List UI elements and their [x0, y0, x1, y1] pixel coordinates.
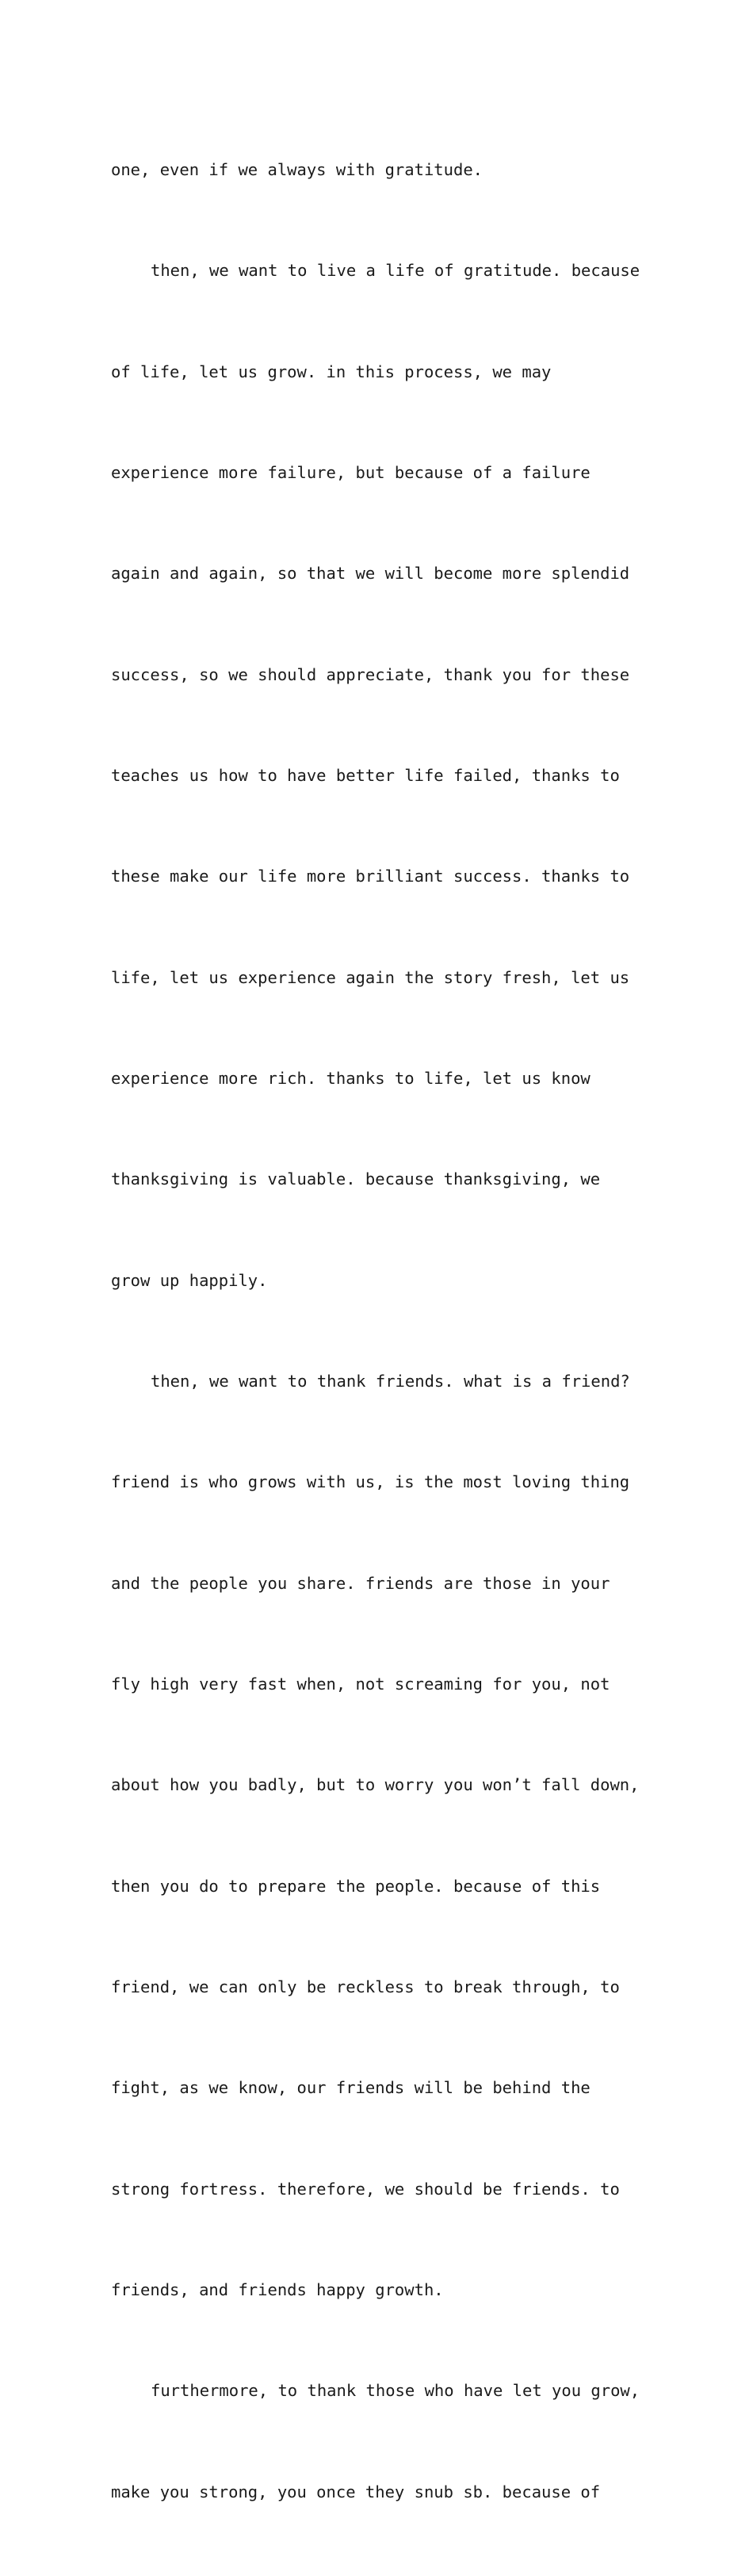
text-line: about how you badly, but to worry you won’t fall down, — [111, 1775, 640, 1795]
text-line: fly high very fast when, not screaming for you, not — [111, 1675, 610, 1694]
text-line: friend is who grows with us, is the most loving thing — [111, 1472, 630, 1492]
text-line: experience more rich. thanks to life, let us know — [111, 1069, 591, 1088]
text-line: life, let us experience again the story fresh, let us — [111, 967, 630, 987]
text-line: fight, as we know, our friends will be behind the — [111, 2078, 591, 2098]
text-line: teaches us how to have better life failed, thanks to — [111, 765, 620, 785]
text-line: thanksgiving is valuable. because thanksgiving, we — [111, 1169, 601, 1189]
text-line: these make our life more brilliant success. thanks to — [111, 867, 630, 886]
text-line: success, so we should appreciate, thank you for these — [111, 664, 630, 684]
paragraph-first-line: then, we want to live a life of gratitude. because — [151, 261, 640, 281]
text-line: and the people you share. friends are those in your — [111, 1573, 610, 1593]
text-line: of life, let us grow. in this process, we may — [111, 362, 552, 381]
text-line: then you do to prepare the people. because of this — [111, 1876, 601, 1896]
text-line: one, even if we always with gratitude. — [111, 159, 483, 179]
text-line: make you strong, you once they snub sb. because of — [111, 2482, 601, 2501]
text-line: friend, we can only be reckless to break through, to — [111, 1977, 620, 1997]
text-line: grow up happily. — [111, 1270, 268, 1290]
text-line: strong fortress. therefore, we should be friends. to — [111, 2179, 620, 2199]
text-line: friends, and friends happy growth. — [111, 2280, 444, 2300]
text-line: experience more failure, but because of a failure — [111, 462, 591, 482]
text-line: again and again, so that we will become more splendid — [111, 564, 630, 584]
body-text — [111, 86, 650, 2576]
paragraph-first-line: then, we want to thank friends. what is a friend? — [151, 1372, 630, 1391]
paragraph-first-line: furthermore, to thank those who have let you grow, — [151, 2381, 640, 2401]
